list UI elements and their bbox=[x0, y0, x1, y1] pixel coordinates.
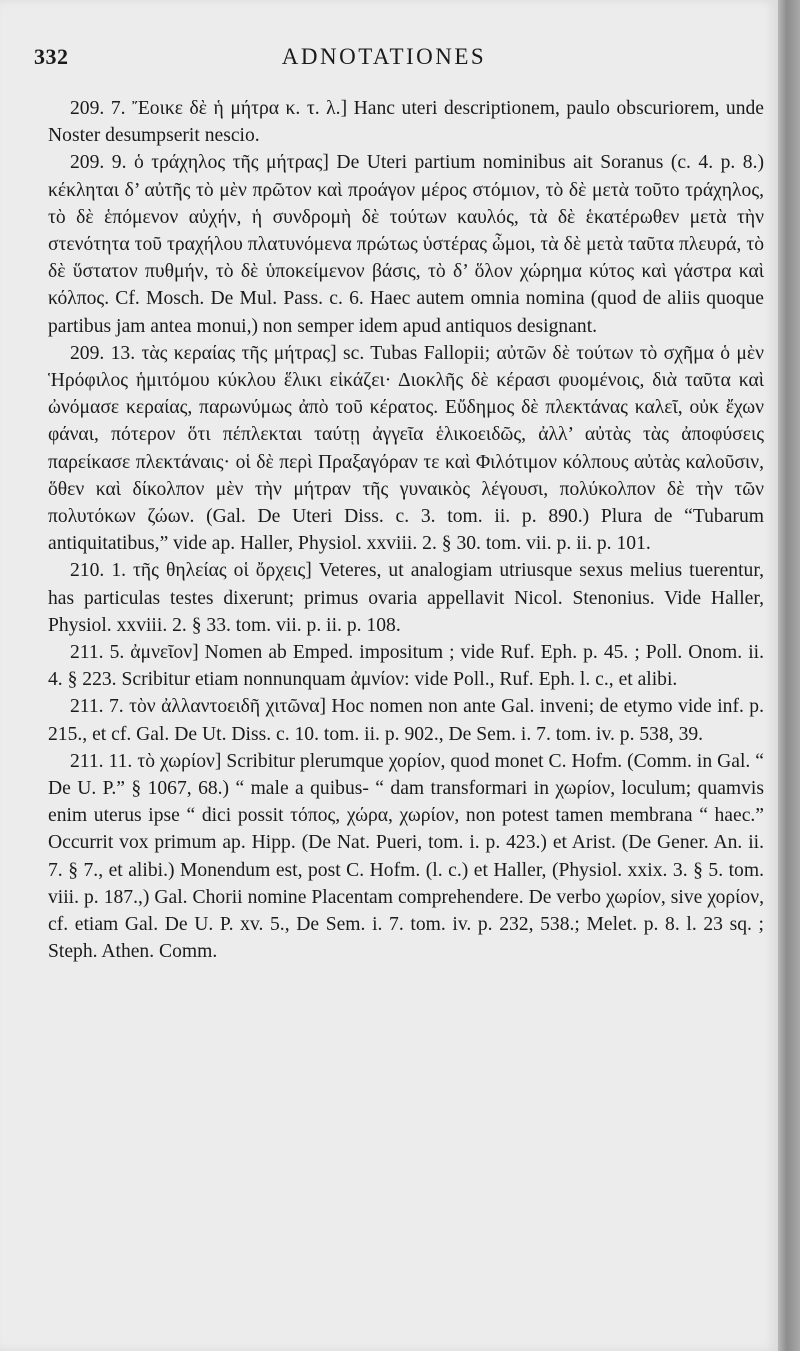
annotation-note: 210. 1. τῆς θηλείας οἱ ὄρχεις] Veteres, ut analogiam utriusque sexus melius tuerentur, has particulas testes dixerunt; primus ovaria appellavit Nicol. Stenonius. Vide Haller, Physiol. xxviii. 2. § 33. tom. vii. p. ii. p. 108. bbox=[48, 560, 764, 636]
annotation-note: 209. 9. ὁ τράχηλος τῆς μήτρας] De Uteri partium nominibus ait Soranus (c. 4. p. 8.) κέκληται δ’ αὐτῆς τὸ μὲν πρῶτον καὶ προάγον μέρος στόμιον, τὸ δὲ μετὰ τοῦτο τράχηλος, τὸ δὲ ἑπόμενον αὐχήν, ἡ συνδρομὴ δὲ τούτων καυλός, τὰ δὲ ἑκατέρωθεν μετὰ τὴν στενότητα τοῦ τραχήλου πλατυνόμενα πρώτως ὑστέρας ὦμοι, τὰ δὲ μετὰ ταῦτα πλευρά, τὸ δὲ ὕστατον πυθμήν, τὸ δὲ ὑποκείμενον βάσις, τὸ δ’ ὅλον χώρημα κύτος καὶ γάστρα καὶ κόλπος. Cf. Mosch. De Mul. Pass. c. 6. Haec autem omnia nomina (quod de aliis quoque partibus jam antea monui,) non semper idem apud antiquos designant. bbox=[48, 152, 764, 337]
annotation-note: 209. 13. τὰς κεραίας τῆς μήτρας] sc. Tubas Fallopii; αὐτῶν δὲ τούτων τὸ σχῆμα ὁ μὲν Ἡρόφιλος ἡμιτόμου κύκλου ἕλικι εἰκάζει· Διοκλῆς δὲ κέρασι φυομένοις, διὰ ταῦτα καὶ ὠνόμασε κεραίας, παρωνύμως ἀπὸ τοῦ κέρατος. Εὔδημος δὲ πλεκτάνας καλεῖ, οὐκ ἔχων φάναι, πότερον ὅτι πέπλεκται ταύτῃ ἀγγεῖα ἑλικοειδῶς, ἀλλ’ αὐτὰς τὰς ἀποφύσεις παρείκασε πλεκτάναις· οἱ δὲ περὶ Πραξαγόραν τε καὶ Φιλότιμον κόλπους αὐτὰς καλοῦσιν, ὅθεν καὶ δίκολπον μὲν τὴν μήτραν τῆς γυναικὸς λέγουσι, πολύκολπον δὲ τὴν τῶν πολυτόκων ζώων. (Gal. De Uteri Diss. c. 3. tom. ii. p. 890.) Plura de “Tubarum antiquitatibus,” vide ap. Haller, Physiol. xxviii. 2. § 30. tom. vii. p. ii. p. 101. bbox=[48, 342, 764, 555]
page-edge-shadow bbox=[778, 0, 800, 1351]
annotation-note: 211. 11. τὸ χωρίον] Scribitur plerumque χορίον, quod monet C. Hofm. (Comm. in Gal. “ De U. P.” § 1067, 68.) “ male a quibus- “ dam transformari in χωρίον, loculum; quamvis enim uterus ipse “ dici possit τόπος, χώρα, χωρίον, non potest tamen membrana “ haec.” Occurrit vox primum ap. Hipp. (De Nat. Pueri, tom. i. p. 423.) et Arist. (De Gener. An. ii. 7. § 7., et alibi.) Monendum est, post C. Hofm. (l. c.) et Haller, (Physiol. xxix. 3. § 5. tom. viii. p. 187.,) Gal. Chorii nomine Placentam comprehendere. De verbo χωρίον, sive χορίον, cf. etiam Gal. De U. P. xv. 5., De Sem. i. 7. tom. iv. p. 232, 538.; Melet. p. 8. l. 23 sq. ; Steph. Athen. Comm. bbox=[48, 750, 764, 963]
page-header bbox=[34, 44, 734, 74]
annotation-body bbox=[48, 95, 764, 966]
page-number: 332 bbox=[34, 44, 69, 69]
annotation-note: 209. 7. Ἔοικε δὲ ἡ μήτρα κ. τ. λ.] Hanc uteri descriptionem, paulo obscuriorem, unde Noster desumpserit nescio. bbox=[48, 98, 764, 147]
running-head: ADNOTATIONES bbox=[281, 44, 487, 69]
annotation-note: 211. 5. ἀμνεῖον] Nomen ab Emped. impositum ; vide Ruf. Eph. p. 45. ; Poll. Onom. ii. 4. § 223. Scribitur etiam nonnunquam ἀμνίον: vide Poll., Ruf. Eph. l. c., et alibi. bbox=[48, 642, 764, 691]
annotation-note: 211. 7. τὸν ἀλλαντοειδῆ χιτῶνα] Hoc nomen non ante Gal. inveni; de etymo vide inf. p. 215., et cf. Gal. De Ut. Diss. c. 10. tom. ii. p. 902., De Sem. i. 7. tom. iv. p. 538, 39. bbox=[48, 696, 764, 745]
